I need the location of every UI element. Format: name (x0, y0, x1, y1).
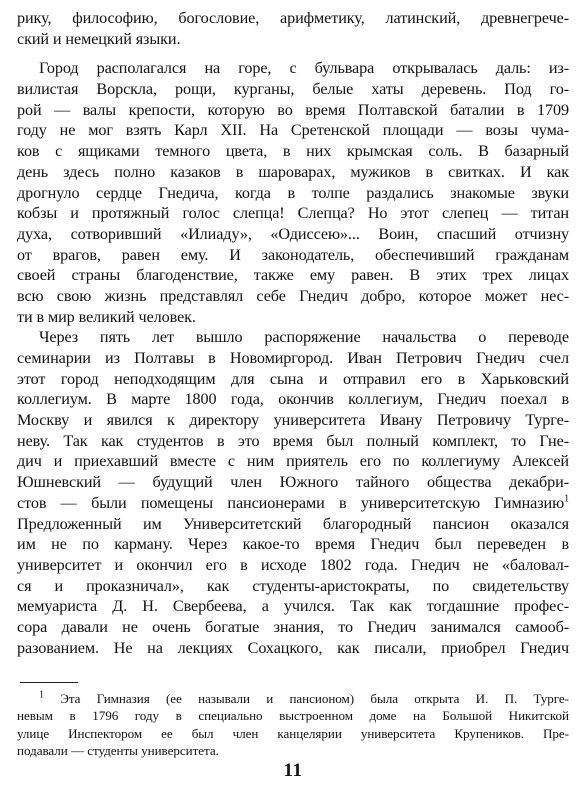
text-line: от врагов, равен ему. И законодатель, обеспечивший гражданам (17, 245, 569, 264)
book-page (17, 8, 569, 792)
text-line: Юшневский — будущий член Южного тайного общества декабри- (17, 473, 569, 492)
text-line: рой — валы крепости, которую во время Полтавской баталии в 1709 (17, 100, 569, 119)
text-line: коллегиум. В марте 1800 года, окончив коллегиум, Гнедич поехал в (17, 390, 569, 409)
text-line: Город располагался на горе, с бульвара открывалась даль: из- (39, 59, 569, 78)
page-number: 11 (283, 760, 303, 781)
text-line: ский и немецкий языки. (17, 29, 181, 48)
text-line: духа, сотворивший «Илиаду», «Одиссею»... Воин, спасший отчизну (17, 224, 569, 243)
text-line: Предложенный им Университетский благородный пансион оказался (17, 514, 569, 533)
paragraph-3 (17, 327, 569, 658)
text-line: своей страны благоденствие, также ему равен. В этих трех лицах (17, 266, 569, 285)
main-text (17, 8, 569, 658)
text-line: Через пять лет вышло распоряжение начальства о переводе (39, 328, 569, 347)
text-line: сора давали не очень богатые знания, то Гнедич занимался самооб- (17, 617, 569, 636)
text-line: ков с ящиками темного цвета, в них крымская соль. В базарный (17, 142, 569, 161)
text-line: дрогнуло сердце Гнедича, когда в толпе раздались знакомые звуки (17, 183, 569, 202)
paragraph-1 (17, 8, 569, 49)
footnote-divider (20, 682, 78, 683)
text-line: университет и окончил его в исходе 1802 года. Гнедич не «баловал- (17, 555, 569, 574)
footnote-marker: 1 (39, 689, 44, 701)
text-line: им не по карману. Через какое-то время Гнедич был переведен в (17, 535, 569, 554)
text-line: дич и приехавший вместе с ним приятель его по коллегиуму Алексей (17, 452, 569, 471)
text-line-with-footnote-ref (17, 493, 569, 514)
text-line: рику, философию, богословие, арифметику, латинский, древнегрече- (17, 9, 569, 27)
text-line: мемуариста Д. Н. Свербеева, а учился. Так как тогдашние профес- (17, 597, 569, 616)
text-line: году не мог взять Карл XII. На Сретенской площади — возы чума- (17, 121, 569, 140)
text-line: стов — были помещены пансионерами в университетскую Гимназию (17, 493, 565, 512)
footnote-line: улице Инспектором ее был член канцелярии университета Крупеников. Пре- (17, 725, 569, 741)
text-line: всю свою жизнь представлял себе Гнедич добро, которое может нес- (17, 286, 569, 305)
text-line: день здесь полно казаков в шароварах, мужиков в свитках. И как (17, 162, 569, 181)
footnote-line (17, 690, 569, 707)
paragraph-2 (17, 58, 569, 327)
text-line: вилистая Ворскла, рощи, курганы, белые хаты деревень. Под го- (17, 80, 569, 99)
text-line: разованием. Не на лекциях Сохацкого, как писали, приобрел Гнедич (17, 638, 569, 657)
footnote (17, 690, 569, 759)
text-line: семинарии из Полтавы в Новомиргород. Иван Петрович Гнедич счел (17, 349, 569, 367)
text-line: ти в мир великий человек. (17, 307, 196, 326)
text-line: кобзы и протяжный голос слепца! Слепца? Но этот слепец — титан (17, 204, 569, 223)
footnote-line: подавали — студенты университета. (17, 742, 219, 758)
text-line: неву. Так как студентов в это время был полный комплект, то Гне- (17, 431, 569, 450)
text-line: ся и проказничал», как студенты-аристократы, по свидетельству (17, 576, 569, 595)
footnote-ref-marker: 1 (564, 493, 569, 505)
text-line: Москву и явился к директору университета Ивану Петровичу Турге- (17, 411, 569, 430)
footnote-text: Эта Гимназия (ее называли и пансионом) была открыта И. П. Турге- (60, 691, 569, 706)
footnote-line: невым в 1796 году в специально выстроенном доме на Большой Никитской (17, 708, 569, 724)
text-line: этот город неподходящим для сына и отправил его в Харьковский (17, 369, 569, 388)
